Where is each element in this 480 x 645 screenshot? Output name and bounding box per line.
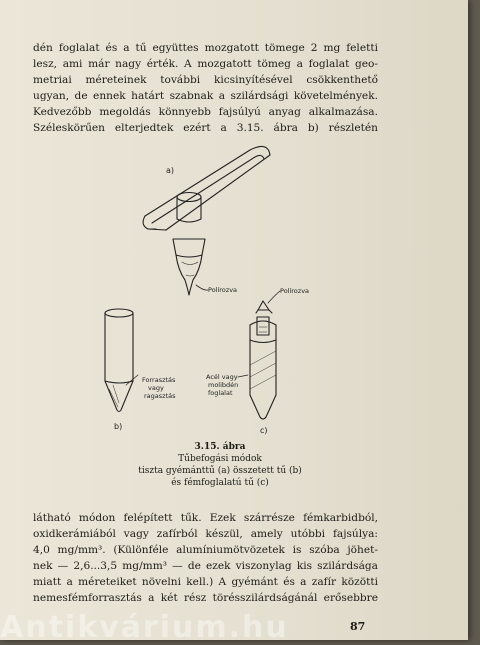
text-line: ugyan, de ennek határt szabnak a szilárdsági követelmények. (33, 90, 378, 102)
label-acel-vagy: Acél vagy (206, 373, 238, 381)
label-a: a) (166, 166, 175, 175)
label-molibden: molibdén (208, 381, 239, 389)
text-line: dén foglalat és a tű együttes mozgatott tömege 2 mg feletti (33, 42, 378, 54)
label-polirozva-c: Polírozva (280, 287, 310, 295)
text-line: látható módon felépített tűk. Ezek szárrésze fémkarbidból, (33, 512, 378, 524)
drawing-a (143, 146, 270, 295)
text-line: miatt a méreteiket növelni kell.) A gyémánt és a zafír közötti (33, 576, 378, 588)
label-vagy: vagy (148, 384, 164, 392)
page-number: 87 (350, 620, 366, 633)
caption-line: tiszta gyémánttű (a) összetett tű (b) (138, 466, 302, 476)
text-line: 4,0 mg/mm³. (Különféle alumíniumötvözetek is szóba jöhet- (33, 544, 378, 556)
label-ragasztas: ragasztás (144, 392, 176, 400)
text-line: oxidkerámiából vagy zafírból készül, amely utóbbi fajsúlya: (33, 528, 378, 540)
text-line: Kedvezőbb megoldás könnyebb fajsúlyú anyag alkalmazása. (33, 106, 378, 118)
watermark: Antikvárium.hu (0, 610, 289, 645)
label-forrasztas: Forrasztás (142, 376, 176, 384)
drawing-c (238, 291, 280, 419)
paragraph-bottom (33, 510, 378, 606)
figure-3-15 (100, 145, 320, 445)
text-line: lesz, ami már nagy érték. A mozgatott tömeg a foglalat geo- (33, 58, 378, 70)
drawing-b (105, 309, 138, 412)
text-line: metriai méreteinek további kicsinyítésével csökkenthető (33, 74, 378, 86)
label-polirozva-a: Polírozva (208, 286, 238, 294)
label-b: b) (114, 422, 123, 431)
figure-caption (120, 441, 320, 489)
caption-line: és fémfoglalatú tű (c) (171, 478, 269, 488)
label-c: c) (260, 426, 268, 435)
caption-line: Tűbefogási módok (178, 454, 262, 464)
text-line: nemesfémforrasztás a két rész törésszilárdságánál erősebbre (33, 592, 378, 604)
text-line: Széleskörűen elterjedtek ezért a 3.15. ábra b) részletén (33, 122, 378, 134)
paragraph-top (33, 40, 378, 136)
caption-number: 3.15. ábra (194, 442, 246, 452)
stylus-drawings (100, 145, 320, 445)
label-foglalat: foglalat (208, 389, 233, 397)
text-line: nek — 2,6...3,5 mg/mm³ — de ezek viszonylag kis szilárdsága (33, 560, 378, 572)
